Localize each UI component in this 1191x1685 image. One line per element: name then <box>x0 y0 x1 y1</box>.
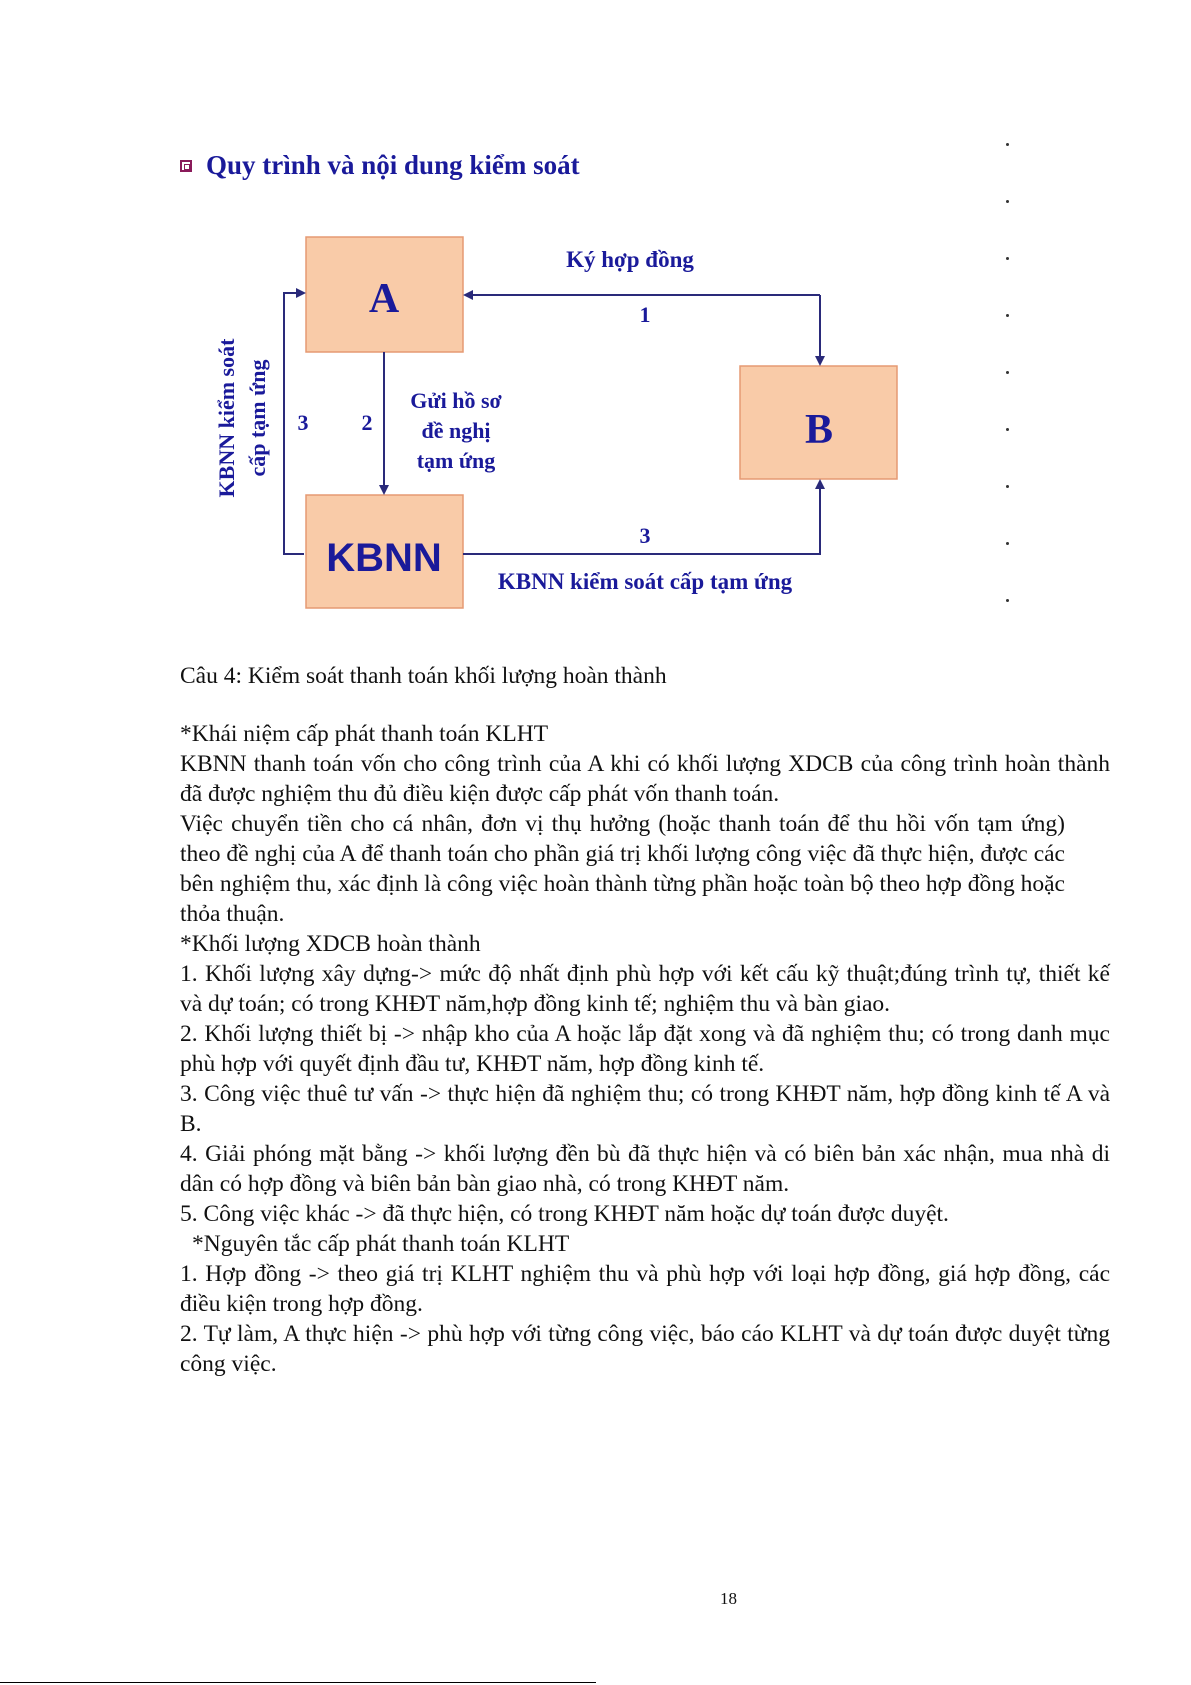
left-number: 3 <box>297 410 309 435</box>
middle-label-line1: Gửi hồ sơ <box>410 388 502 413</box>
page-number: 18 <box>720 1589 737 1608</box>
body-text <box>180 661 1110 1379</box>
section-title: Quy trình và nội dung kiểm soát <box>206 150 580 180</box>
principle-item: 1. Hợp đồng -> theo giá trị KLHT nghiệm thu và phù hợp với loại hợp đồng, giá hợp đồng, các điều kiện trong hợp đồng. <box>180 1261 1110 1317</box>
process-diagram <box>0 0 1191 640</box>
middle-number: 2 <box>361 410 373 435</box>
volume-item: 2. Khối lượng thiết bị -> nhập kho của A hoặc lắp đặt xong và đã nghiệm thu; có trong danh mục phù hợp với quyết định đầu tư, KHĐT năm, hợp đồng kinh tế. <box>180 1021 1110 1077</box>
volume-item: 3. Công việc thuê tư vấn -> thực hiện đã nghiệm thu; có trong KHĐT năm, hợp đồng kinh tế A và B. <box>180 1081 1110 1137</box>
q4-heading: Câu 4: Kiểm soát thanh toán khối lượng hoàn thành <box>180 663 667 689</box>
left-label-line1: KBNN kiểm soát <box>214 338 239 498</box>
concept-paragraph-2: Việc chuyển tiền cho cá nhân, đơn vị thụ hưởng (hoặc thanh toán để thu hồi vốn tạm ứng) theo đề nghị của A để thanh toán cho phần giá trị khối lượng công việc đã thực hiện, được các bên nghiệm thu, xác định là công việc hoàn thành từng phần hoặc toàn bộ theo hợp đồng hoặc thỏa thuận. <box>180 811 1065 927</box>
principle-heading: *Nguyên tắc cấp phát thanh toán KLHT <box>192 1231 570 1257</box>
volume-item: 5. Công việc khác -> đã thực hiện, có trong KHĐT năm hoặc dự toán được duyệt. <box>180 1201 949 1227</box>
bottom-label: KBNN kiểm soát cấp tạm ứng <box>497 569 793 594</box>
top-label: Ký hợp đồng <box>566 247 694 272</box>
footer-divider <box>0 1682 596 1683</box>
principle-item: 2. Tự làm, A thực hiện -> phù hợp với từng công việc, báo cáo KLHT và dự toán được duyệt từng công việc. <box>180 1321 1110 1377</box>
box-b-label: B <box>804 407 834 453</box>
concept-paragraph-1: KBNN thanh toán vốn cho công trình của A khi có khối lượng XDCB của công trình hoàn thành đã được nghiệm thu đủ điều kiện được cấp phát vốn thanh toán. <box>180 751 1110 807</box>
top-number: 1 <box>639 302 651 327</box>
bottom-number: 3 <box>639 523 651 548</box>
box-a-label: A <box>368 276 400 322</box>
box-kbnn-label: KBNN <box>326 536 442 580</box>
volume-item: 4. Giải phóng mặt bằng -> khối lượng đền bù đã thực hiện và có biên bản xác nhận, mua nhà di dân có hợp đồng và biên bản bàn giao nhà, có trong KHĐT năm. <box>180 1141 1110 1197</box>
concept-heading: *Khái niệm cấp phát thanh toán KLHT <box>180 721 549 747</box>
volume-heading: *Khối lượng XDCB hoàn thành <box>180 931 481 957</box>
middle-label-line3: tạm ứng <box>416 448 496 473</box>
middle-label-line2: đề nghị <box>421 418 491 443</box>
volume-item: 1. Khối lượng xây dựng-> mức độ nhất định phù hợp với kết cấu kỹ thuật;đúng trình tự, thiết kế và dự toán; có trong KHĐT năm,hợp đồng kinh tế; nghiệm thu và bàn giao. <box>180 961 1110 1017</box>
left-label-line2: cấp tạm ứng <box>245 359 270 477</box>
